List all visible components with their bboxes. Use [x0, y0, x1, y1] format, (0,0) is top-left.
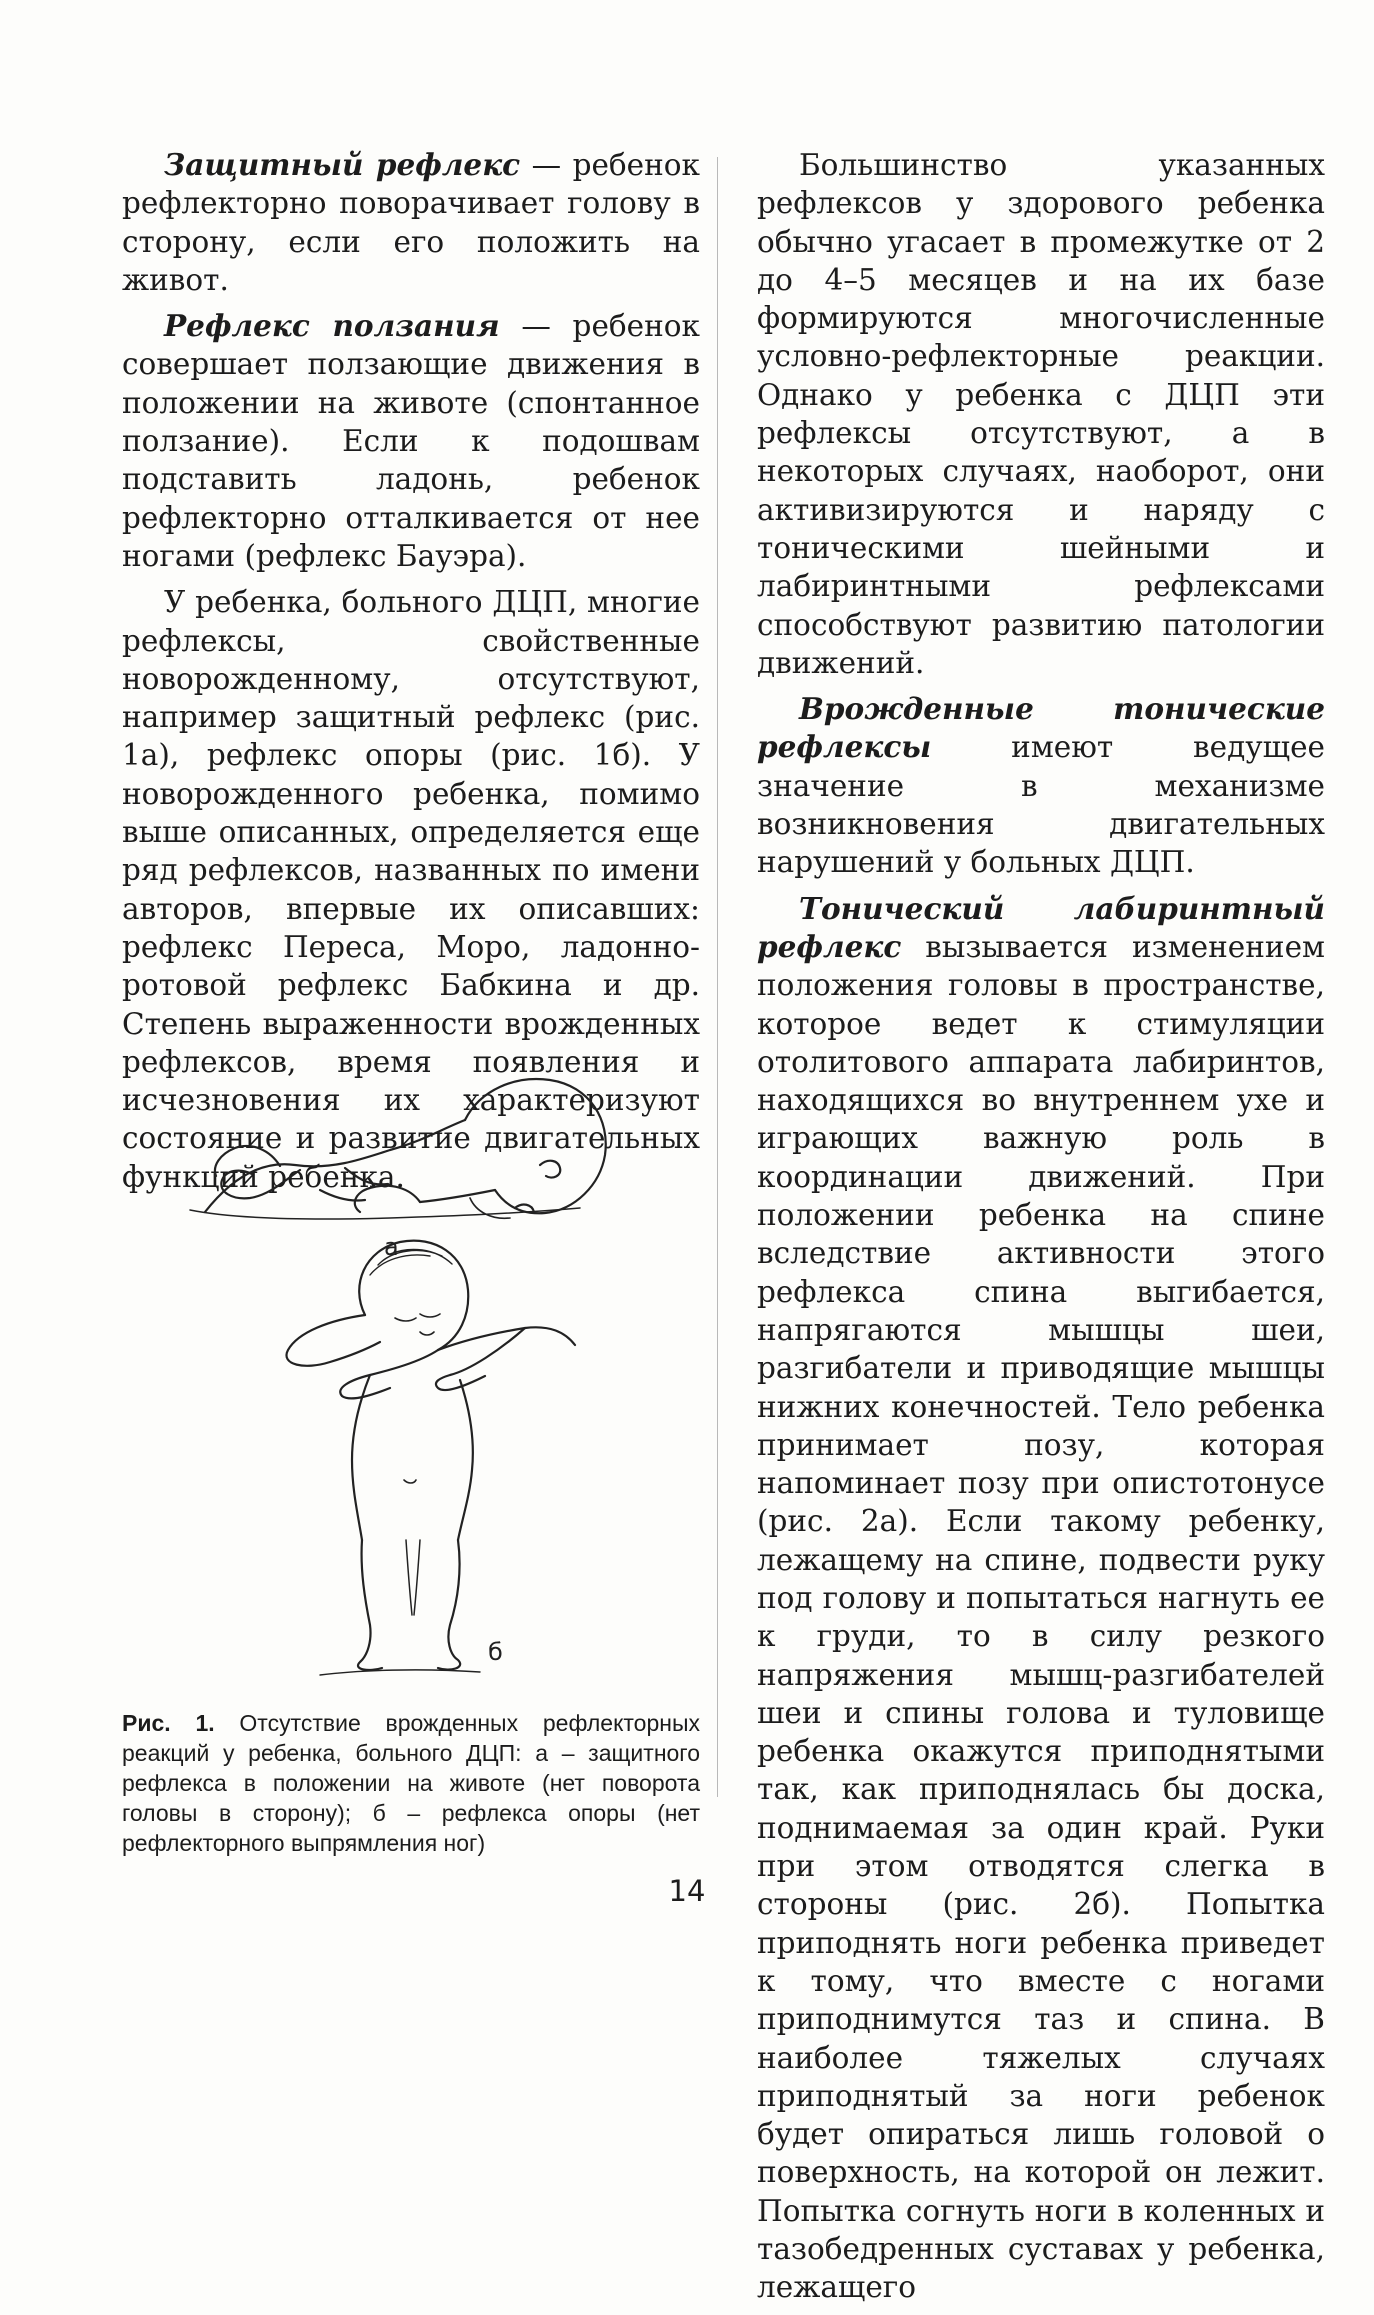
- paragraph-crawling-reflex: [122, 307, 700, 575]
- figure-caption: [122, 1708, 700, 1858]
- paragraph-congenital-tonic: [757, 690, 1325, 881]
- illustration-a-prone-infant: [190, 1079, 606, 1219]
- column-divider: [717, 157, 718, 1797]
- page-number: 14: [668, 1874, 706, 1908]
- text-tonic-labyrinth-reflex: вызывается изменением положения головы в пространстве, которое ведет к стимуляции отолитового аппарата лабиринтов, находящихся во внутреннем ухе и играющих важную роль в координации движений. При положении ребенка на спине вследствие активности этого рефлекса спина выгибается, напрягаются мышцы шеи, разгибатели и приводящие мышцы нижних конечностей. Тело ребенка принимает позу, которая напоминает позу при опистотонусе (рис. 2а). Если такому ребенку, лежащему на спине, подвести руку под голову и попытаться нагнуть ее к груди, то в силу резкого напряжения мышц-разгибателей шеи и спины голова и туловище ребенка окажутся приподнятыми так, как приподнялась бы доска, поднимаемая за один край. Руки при этом отводятся слегка в стороны (рис. 2б). Попытка приподнять ноги ребенка приведет к тому, что вместе с ногами приподнимутся таз и спина. В наиболее тяжелых случаях приподнятый за ноги ребенок будет опираться лишь головой о поверхность, на которой он лежит. Попытка согнуть ноги в коленных и тазобедренных суставах у ребенка, лежащего: [757, 929, 1325, 2305]
- paragraph-reflex-fading: Большинство указанных рефлексов у здорового ребенка обычно угасает в промежутке от 2 до 4–5 месяцев и на их базе формируются многочисленные условно-рефлекторные реакции. Однако у ребенка с ДЦП эти рефлексы отсутствуют, а в некоторых случаях, наоборот, они активизируются и наряду с тоническими шейными и лабиринтными рефлексами способствуют развитию патологии движений.: [757, 148, 1325, 680]
- figure-illustration: [120, 1070, 700, 1710]
- paragraph-protective-reflex: [122, 146, 700, 299]
- illustration-b-standing-infant: [286, 1241, 575, 1675]
- caption-text: Отсутствие врожденных рефлекторных реакций у ребенка, больного ДЦП: а – защитного рефлекса в положении на животе (нет поворота головы в сторону); б – рефлекса опоры (нет рефлекторного выпрямления ног): [122, 1710, 700, 1856]
- figure-label-a: а: [384, 1233, 399, 1261]
- left-column: [122, 146, 700, 1204]
- text-crawling-reflex: — ребенок совершает ползающие движения в положении на животе (спонтанное ползание). Если к подошвам подставить ладонь, ребенок рефлекторно отталкивается от нее ногами (рефлекс Бауэра).: [122, 309, 700, 573]
- term-congenital-tonic-reflexes: Врожденные тонические рефлексы: [757, 691, 1325, 765]
- figure-label-b: б: [488, 1638, 503, 1666]
- caption-label: Рис. 1.: [122, 1710, 215, 1736]
- text-protective-reflex: — ребенок рефлекторно поворачивает голову в сторону, если его положить на живот.: [122, 148, 700, 297]
- term-crawling-reflex: Рефлекс ползания: [164, 308, 500, 344]
- text-congenital-tonic-reflexes: имеют ведущее значение в механизме возникновения двигательных нарушений у больных ДЦП.: [757, 730, 1325, 880]
- term-protective-reflex: Защитный рефлекс: [164, 147, 521, 182]
- right-column: [757, 146, 1325, 2315]
- paragraph-dcp-reflexes: У ребенка, больного ДЦП, многие рефлексы, свойственные новорожденному, отсутствуют, например защитный рефлекс (рис. 1а), рефлекс опоры (рис. 1б). У новорожденного ребенка, помимо выше описанных, определяется еще ряд рефлексов, названных по имени авторов, впервые их описавших: рефлекс Переса, Моро, ладонно-ротовой рефлекс Бабкина и др. Степень выраженности врожденных рефлексов, время появления и исчезновения их характеризуют состояние и развитие двигательных функций ребенка.: [122, 585, 700, 1194]
- figure-1: [120, 1070, 700, 1710]
- term-tonic-labyrinth-reflex: Тонический лабиринтный рефлекс: [757, 890, 1325, 964]
- paragraph-labyrinth-reflex: [757, 890, 1325, 2307]
